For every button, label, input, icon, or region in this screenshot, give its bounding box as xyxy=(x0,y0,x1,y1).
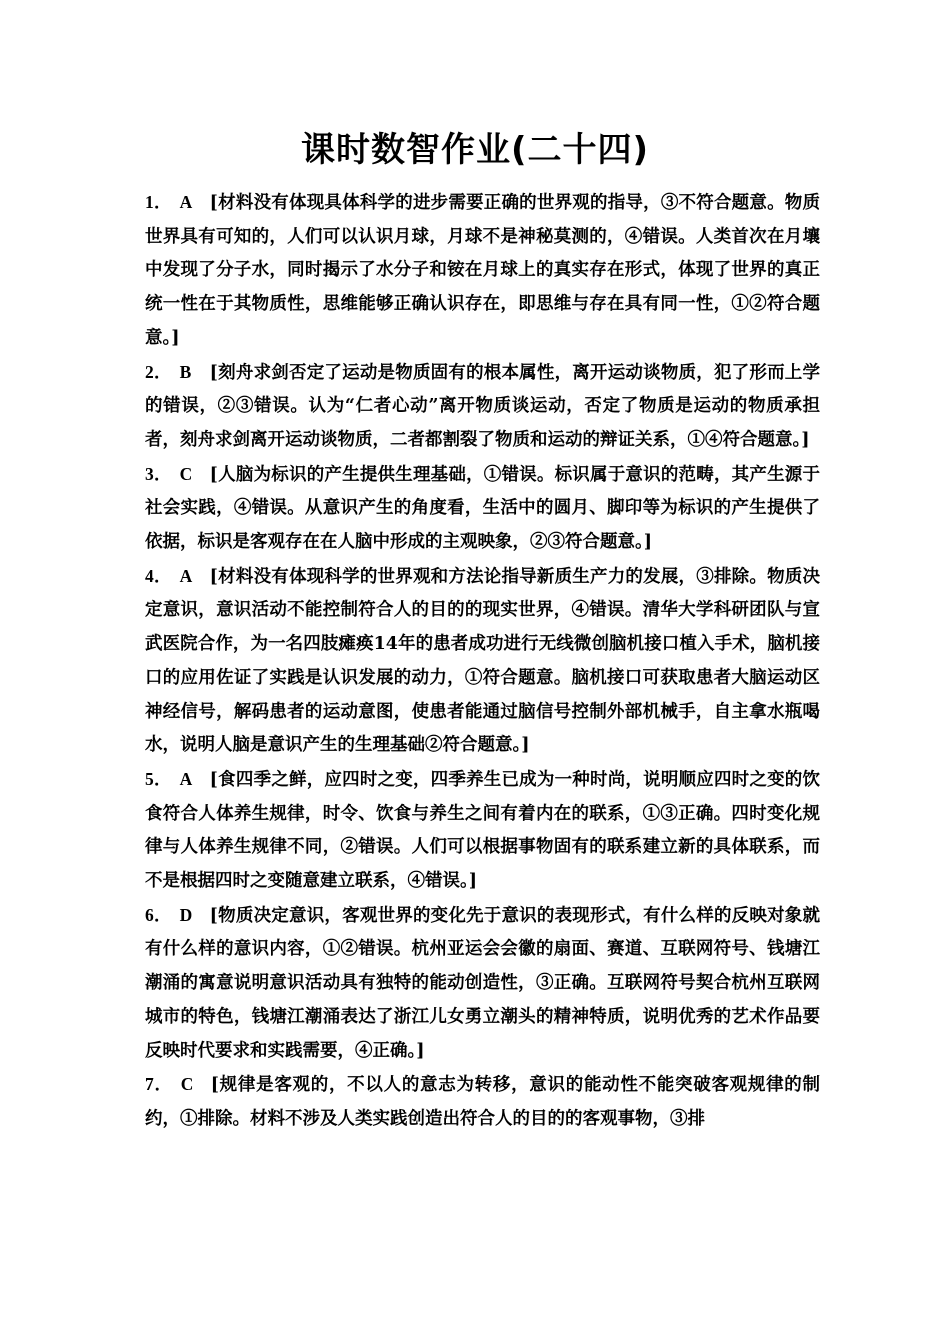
answer-choice: C xyxy=(179,463,193,484)
answer-explanation: [材料没有体现具体科学的进步需要正确的世界观的指导，③不符合题意。物质世界具有可知的，人们可以认识月球，月球不是神秘莫测的，④错误。人类首次在月壤中发现了分子水，同时揭示了水分子和铵在月球上的真实存在形式，体现了世界的真正统一性在于其物质性，思维能够正确认识存在，即思维与存在具有同一性，①②符合题意。] xyxy=(145,193,821,348)
answer-choice: A xyxy=(179,565,193,586)
answer-explanation: [人脑为标识的产生提供生理基础，①错误。标识属于意识的范畴，其产生源于社会实践，④错误。从意识产生的角度看，生活中的圆月、脚印等为标识的产生提供了依据，标识是客观存在在人脑中形成的主观映象，②③符合题意。] xyxy=(145,464,821,553)
answer-choice: C xyxy=(180,1074,194,1095)
answer-number: 6． xyxy=(145,904,172,925)
answer-choice: D xyxy=(179,904,193,925)
answer-item xyxy=(145,899,820,1069)
answer-item xyxy=(145,560,820,763)
page-title: 课时数智作业(二十四) xyxy=(300,130,650,170)
answer-list xyxy=(145,186,820,1137)
answer-choice: A xyxy=(179,768,193,789)
answer-explanation: [刻舟求剑否定了运动是物质固有的根本属性，离开运动谈物质，犯了形而上学的错误，②③错误。认为“仁者心动”离开物质谈运动，否定了物质是运动的物质承担者，刻舟求剑离开运动谈物质，二者都割裂了物质和运动的辩证关系，①④符合题意。] xyxy=(145,362,821,450)
answer-choice: B xyxy=(179,361,192,382)
answer-choice: A xyxy=(179,192,193,212)
answer-number: 4． xyxy=(145,565,172,586)
answer-explanation: [食四季之鲜，应四时之变，四季养生已成为一种时尚，说明顺应四时之变的饮食符合人体养生规律，时令、饮食与养生之间有着内在的联系，①③正确。四时变化规律与人体养生规律不同，②错误。人们可以根据事物固有的联系建立新的具体联系，而不是根据四时之变随意建立联系，④错误。] xyxy=(145,769,821,892)
answer-number: 1． xyxy=(145,192,172,212)
answer-explanation: [规律是客观的，不以人的意志为转移，意识的能动性不能突破客观规律的制约，①排除。材料不涉及人类实践创造出符合人的目的的客观事物，③排 xyxy=(145,1075,821,1129)
answer-explanation: [材料没有体现科学的世界观和方法论指导新质生产力的发展，③排除。物质决定意识，意识活动不能控制符合人的目的的现实世界，④错误。清华大学科研团队与宣武医院合作，为一名四肢瘫痪14年的患者成功进行无线微创脑机接口植入手术，脑机接口的应用佐证了实践是认识发展的动力，①符合题意。脑机接口可获取患者大脑运动区神经信号，解码患者的运动意图，使患者能通过脑信号控制外部机械手，自主拿水瓶喝水，说明人脑是意识产生的生理基础②符合题意。] xyxy=(145,566,821,756)
answer-item xyxy=(145,186,820,356)
answer-item xyxy=(145,356,820,458)
answer-number: 2． xyxy=(145,361,172,382)
answer-item xyxy=(145,763,820,899)
answer-number: 3． xyxy=(145,463,172,484)
answer-number: 7． xyxy=(145,1074,173,1095)
answer-explanation: [物质决定意识，客观世界的变化先于意识的表现形式，有什么样的反映对象就有什么样的意识内容，①②错误。杭州亚运会会徽的扇面、赛道、互联网符号、钱塘江潮涌的寓意说明意识活动具有独特的能动创造性，③正确。互联网符号契合杭州互联网城市的特色，钱塘江潮涌表达了浙江儿女勇立潮头的精神特质，说明优秀的艺术作品要反映时代要求和实践需要，④正确。] xyxy=(145,905,821,1061)
answer-number: 5． xyxy=(145,768,172,789)
answer-item xyxy=(145,458,820,560)
answer-item xyxy=(145,1068,820,1136)
